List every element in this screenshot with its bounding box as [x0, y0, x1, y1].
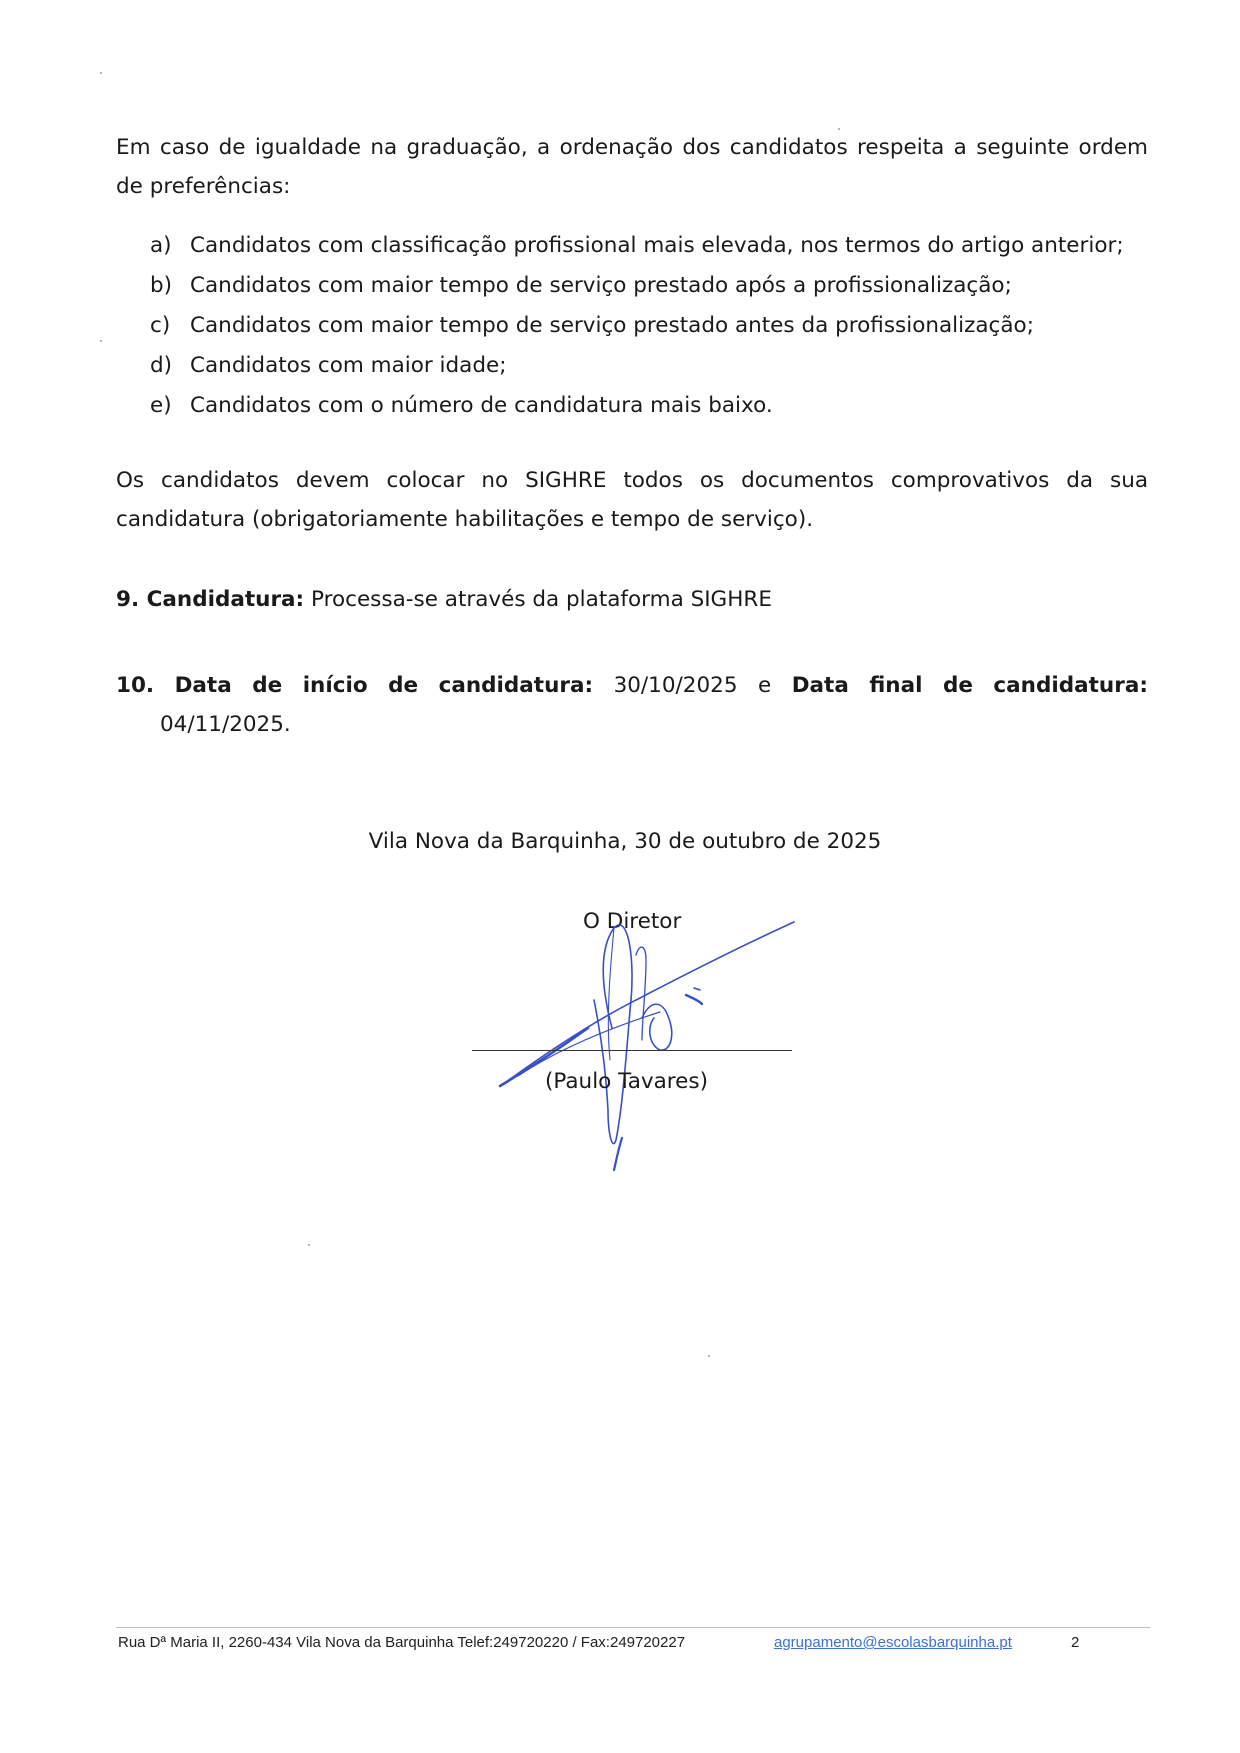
connector: e — [757, 673, 772, 698]
list-item — [150, 346, 1124, 386]
list-item-text: Candidatos com o número de candidatura mais baixo. — [190, 393, 773, 418]
list-item — [150, 386, 1124, 426]
list-item-text: Candidatos com maior tempo de serviço prestado antes da profissionalização; — [190, 313, 1034, 338]
signatory-title: O Diretor — [583, 909, 682, 934]
end-label-word: de — [942, 673, 973, 698]
documents-paragraph: Os candidatos devem colocar no SIGHRE todos os documentos comprovativos da sua candidatura (obrigatoriamente habilitações e tempo de serviço). — [116, 468, 1148, 532]
section-10-line — [116, 666, 1148, 705]
end-label-word: candidatura: — [993, 673, 1148, 698]
place-and-date: Vila Nova da Barquinha, 30 de outubro de 2025 — [368, 829, 882, 854]
section-9-text: Processa-se através da plataforma SIGHRE — [311, 587, 772, 612]
list-marker: e) — [150, 393, 172, 418]
section-9 — [116, 580, 772, 619]
start-label-word: de — [388, 673, 419, 698]
list-item — [150, 266, 1124, 306]
footer-address: Rua Dª Maria II, 2260-434 Vila Nova da Barquinha Telef:249720220 / Fax:249720227 — [118, 1634, 686, 1651]
signature-line — [472, 1050, 792, 1051]
list-item-text: Candidatos com maior tempo de serviço prestado após a profissionalização; — [190, 273, 1012, 298]
start-label-word: Data — [174, 673, 232, 698]
footer-email-link[interactable]: agrupamento@escolasbarquinha.pt — [774, 1634, 1012, 1651]
page-number: 2 — [1071, 1634, 1080, 1651]
list-item-text: Candidatos com classificação profissional mais elevada, nos termos do artigo anterior; — [190, 233, 1124, 258]
footer-divider — [116, 1627, 1150, 1628]
scan-speck — [308, 1244, 310, 1246]
start-label-word: início — [302, 673, 368, 698]
list-item-text: Candidatos com maior idade; — [190, 353, 507, 378]
start-date: 30/10/2025 — [613, 673, 738, 698]
preference-list — [150, 226, 1124, 426]
list-marker: a) — [150, 233, 172, 258]
list-item — [150, 226, 1124, 266]
start-label-word: candidatura: — [438, 673, 594, 698]
end-label-word: final — [869, 673, 923, 698]
end-label-word: Data — [791, 673, 849, 698]
scan-speck — [100, 72, 102, 74]
section-10-number: 10. — [116, 673, 155, 698]
end-date: 04/11/2025. — [160, 712, 291, 737]
section-10 — [116, 666, 1148, 744]
start-label-word: de — [252, 673, 283, 698]
handwritten-signature — [490, 900, 810, 1180]
list-marker: c) — [150, 313, 171, 338]
signatory-name: (Paulo Tavares) — [545, 1069, 708, 1094]
scan-speck — [100, 340, 102, 342]
scan-speck — [838, 128, 840, 130]
scan-speck — [708, 1355, 710, 1357]
section-9-label: 9. Candidatura: — [116, 587, 305, 612]
list-marker: b) — [150, 273, 173, 298]
list-marker: d) — [150, 353, 173, 378]
list-item — [150, 306, 1124, 346]
tie-break-intro: Em caso de igualdade na graduação, a ordenação dos candidatos respeita a seguinte ordem de preferências: — [116, 135, 1148, 199]
page-footer — [118, 1632, 1148, 1654]
